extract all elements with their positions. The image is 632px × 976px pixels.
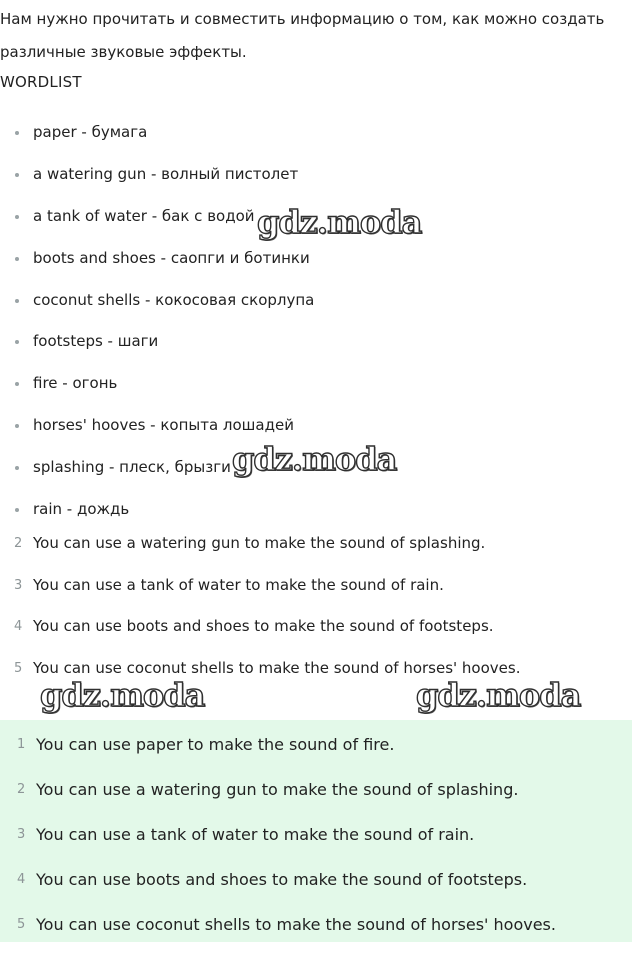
list-item <box>0 112 632 154</box>
list-item <box>0 523 632 565</box>
list-item-text: a watering gun - волный пистолет <box>33 164 299 183</box>
item-number: 4 <box>17 872 26 887</box>
list-item-text: paper - бумага <box>33 123 148 141</box>
list-item-text: rain - дождь <box>33 500 130 519</box>
item-number: 5 <box>17 917 26 932</box>
watermark: gdz.moda <box>232 440 397 478</box>
list-item <box>0 238 632 280</box>
list-item-text: You can use a watering gun to make the sound of splashing. <box>36 780 519 799</box>
list-item <box>0 565 632 607</box>
bullet-icon <box>15 299 19 303</box>
answer-list <box>0 722 632 947</box>
list-item-text: You can use boots and shoes to make the sound of footsteps. <box>33 617 494 636</box>
wordlist-heading: WORDLIST <box>0 73 82 91</box>
item-number: 3 <box>14 577 23 593</box>
list-item-text: You can use coconut shells to make the sound of horses' hooves. <box>36 915 556 934</box>
list-item <box>0 767 632 812</box>
bullet-icon <box>15 257 19 261</box>
watermark: gdz.moda <box>40 676 205 714</box>
bullet-icon <box>15 173 19 177</box>
bullet-icon <box>15 466 19 470</box>
list-item-text: boots and shoes - саопги и ботинки <box>33 248 310 267</box>
item-number: 2 <box>14 536 23 551</box>
item-number: 3 <box>17 827 26 842</box>
list-item-text: You can use coconut shells to make the sound of horses' hooves. <box>33 659 521 678</box>
list-item-text: a tank of water - бак с водой <box>33 206 255 225</box>
item-number: 5 <box>14 661 23 677</box>
list-item-text: You can use a tank of water to make the sound of rain. <box>33 575 444 594</box>
list-item <box>0 280 632 322</box>
list-item-text: You can use paper to make the sound of fire. <box>36 735 395 754</box>
bullet-icon <box>15 508 19 512</box>
list-item <box>0 321 632 363</box>
bullet-icon <box>15 340 19 344</box>
list-item-text: You can use boots and shoes to make the sound of footsteps. <box>36 870 528 889</box>
item-number: 1 <box>17 737 26 752</box>
sentence-list <box>0 523 632 690</box>
list-item-text: footsteps - шаги <box>33 332 159 351</box>
bullet-icon <box>15 424 19 428</box>
list-item <box>0 606 632 648</box>
list-item <box>0 902 632 947</box>
watermark: gdz.moda <box>416 676 581 714</box>
watermark: gdz.moda <box>257 203 422 241</box>
item-number: 2 <box>17 782 26 797</box>
list-item <box>0 857 632 902</box>
bullet-icon <box>15 131 19 135</box>
list-item-text: You can use a tank of water to make the sound of rain. <box>36 825 475 844</box>
intro-text: Нам нужно прочитать и совместить информацию о том, как можно создать различные звуковые эффекты. <box>0 10 605 61</box>
item-number: 4 <box>14 619 23 635</box>
list-item-text: splashing - плеск, брызги <box>33 458 231 477</box>
bullet-icon <box>15 215 19 219</box>
list-item <box>0 363 632 405</box>
list-item-text: You can use a watering gun to make the sound of splashing. <box>33 534 486 552</box>
list-item-text: coconut shells - кокосовая скорлупа <box>33 290 315 309</box>
list-item-text: horses' hooves - копыта лошадей <box>33 416 294 435</box>
list-item <box>0 154 632 196</box>
bullet-icon <box>15 382 19 386</box>
list-item <box>0 812 632 857</box>
list-item-text: fire - огонь <box>33 374 118 393</box>
list-item <box>0 722 632 767</box>
